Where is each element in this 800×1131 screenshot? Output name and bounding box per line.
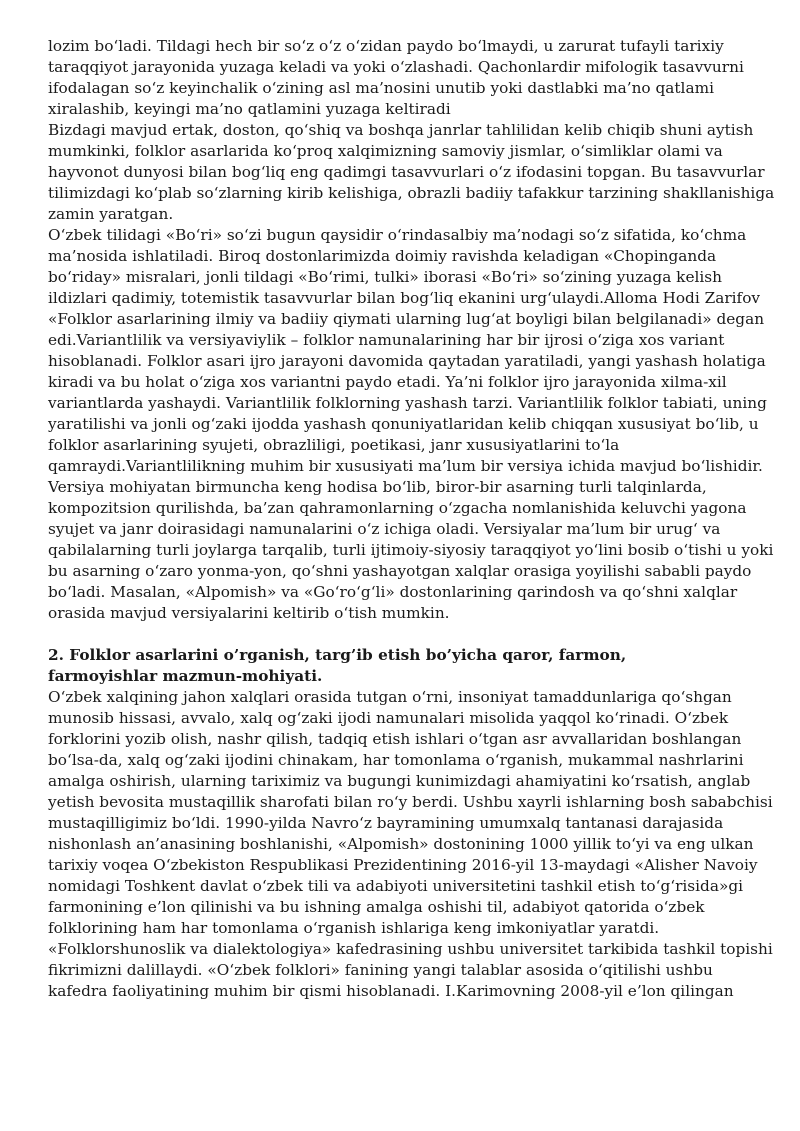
paragraph-gap <box>48 624 776 645</box>
text-line: amalga oshirish, ularning tariximiz va bugungi kunimizdagi ahamiyatini ko‘rsatish, anglab <box>48 772 751 790</box>
text-line: hayvonot dunyosi bilan bog‘liq eng qadimgi tasavvurlari o‘z ifodasini topgan. Bu tasavvurlar <box>48 163 765 181</box>
text-line: edi.Variantlilik va versiyaviylik – folklor namunalarining har bir ijrosi o‘ziga xos variant <box>48 331 725 349</box>
document-page <box>48 36 776 1002</box>
paragraph-block-section-2 <box>48 687 776 1002</box>
text-line: «Folklorshunoslik va dialektologiya» kafedrasining ushbu universitet tarkibida tashkil topishi <box>48 940 773 958</box>
section-heading <box>48 645 776 687</box>
text-line: bu asarning o‘zaro yonma-yon, qo‘shni yashayotgan xalqlar orasiga yoyilishi sababli paydo <box>48 562 752 580</box>
text-line: ifodalagan so‘z keyinchalik o‘zining asl ma’nosini unutib yoki dastlabki ma’no qatlami <box>48 79 714 97</box>
text-line: ma’nosida ishlatiladi. Biroq dostonlarimizda doimiy ravishda keladigan «Chopinganda <box>48 247 717 265</box>
text-line: mustaqilligimiz bo‘ldi. 1990-yilda Navro‘z bayramining umumxalq tantanasi darajasida <box>48 814 724 832</box>
text-line: qabilalarning turli joylarga tarqalib, turli ijtimoiy-siyosiy taraqqiyot yo‘lini bosib o‘tishi u yoki <box>48 541 774 559</box>
text-line: bo‘riday» misralari, jonli tildagi «Bo‘rimi, tulki» iborasi «Bo‘ri» so‘zining yuzaga kelish <box>48 268 722 286</box>
text-line: «Folklor asarlarining ilmiy va badiiy qiymati ularning lug‘at boyligi bilan belgilanadi» degan <box>48 310 765 328</box>
text-line: kafedra faoliyatining muhim bir qismi hisoblanadi. I.Karimovning 2008-yil e’lon qilingan <box>48 982 734 1000</box>
text-line: nishonlash an’anasining boshlanishi, «Alpomish» dostonining 1000 yillik to‘yi va eng ulkan <box>48 835 754 853</box>
text-line: bo‘ladi. Masalan, «Alpomish» va «Go‘ro‘g‘li» dostonlarining qarindosh va qo‘shni xalqlar <box>48 583 738 601</box>
text-line: orasida mavjud versiyalarini keltirib o‘tish mumkin. <box>48 604 450 622</box>
text-line: yaratilishi va jonli og‘zaki ijodda yashash qonuniyatlaridan kelib chiqqan xususiyat bo‘lib, u <box>48 415 759 433</box>
text-line: O‘zbek xalqining jahon xalqlari orasida tutgan o‘rni, insoniyat tamaddunlariga qo‘shgan <box>48 688 732 706</box>
text-line: bo‘lsa-da, xalq og‘zaki ijodini chinakam, har tomonlama o‘rganish, mukammal nashrlarini <box>48 751 744 769</box>
text-line: zamin yaratgan. <box>48 205 174 223</box>
paragraph-block-intro <box>48 36 776 624</box>
text-line: kiradi va bu holat o‘ziga xos variantni paydo etadi. Ya’ni folklor ijro jarayonida xilma-xil <box>48 373 727 391</box>
text-line: tilimizdagi ko‘plab so‘zlarning kirib kelishiga, obrazli badiiy tafakkur tarzining shakllanishiga <box>48 184 775 202</box>
text-line: lozim bo‘ladi. Tildagi hech bir so‘z o‘z o‘zidan paydo bo‘lmaydi, u zarurat tufayli tarixiy <box>48 37 724 55</box>
text-line: farmonining e’lon qilinishi va bu ishning amalga oshishi til, adabiyot qatorida o‘zbek <box>48 898 705 916</box>
text-line: hisoblanadi. Folklor asari ijro jarayoni davomida qaytadan yaratiladi, yangi yashash holatiga <box>48 352 766 370</box>
text-line: kompozitsion qurilishda, ba’zan qahramonlarning o‘zgacha nomlanishida keluvchi yagona <box>48 499 747 517</box>
text-line: Bizdagi mavjud ertak, doston, qo‘shiq va boshqa janrlar tahlilidan kelib chiqib shuni aytish <box>48 121 754 139</box>
text-line: syujet va janr doirasidagi namunalarini o‘z ichiga oladi. Versiyalar ma’lum bir urug‘ va <box>48 520 721 538</box>
text-line: nomidagi Toshkent davlat o‘zbek tili va adabiyoti universitetini tashkil etish to‘g‘risida»gi <box>48 877 743 895</box>
heading-line: farmoyishlar mazmun-mohiyati. <box>48 667 323 685</box>
text-line: taraqqiyot jarayonida yuzaga keladi va yoki o‘zlashadi. Qachonlardir mifologik tasavvurni <box>48 58 744 76</box>
text-line: yetish bevosita mustaqillik sharofati bilan ro‘y berdi. Ushbu xayrli ishlarning bosh sababchisi <box>48 793 773 811</box>
text-line: folklorining ham har tomonlama o‘rganish ishlariga keng imkoniyatlar yaratdi. <box>48 919 660 937</box>
text-line: O‘zbek tilidagi «Bo‘ri» so‘zi bugun qaysidir o‘rindasalbiy ma’nodagi so‘z sifatida, ko‘chma <box>48 226 747 244</box>
heading-line: 2. Folklor asarlarini o’rganish, targ’ib etish bo’yicha qaror, farmon, <box>48 646 627 664</box>
text-line: fikrimizni dalillaydi. «O‘zbek folklori» fanining yangi talablar asosida o‘qitilishi ushbu <box>48 961 713 979</box>
text-line: munosib hissasi, avvalo, xalq og‘zaki ijodi namunalari misolida yaqqol ko‘rinadi. O‘zbek <box>48 709 729 727</box>
text-line: forklorini yozib olish, nashr qilish, tadqiq etish ishlari o‘tgan asr avvallaridan boshlangan <box>48 730 742 748</box>
text-line: folklor asarlarining syujeti, obrazliligi, poetikasi, janr xususiyatlarini to‘la <box>48 436 620 454</box>
text-line: qamraydi.Variantlilikning muhim bir xususiyati ma’lum bir versiya ichida mavjud bo‘lishidir. <box>48 457 763 475</box>
text-line: ildizlari qadimiy, totemistik tasavvurlar bilan bog‘liq ekanini urg‘ulaydi.Alloma Hodi Zarifov <box>48 289 761 307</box>
text-line: mumkinki, folklor asarlarida ko‘proq xalqimizning samoviy jismlar, o‘simliklar olami va <box>48 142 723 160</box>
text-line: xiralashib, keyingi ma’no qatlamini yuzaga keltiradi <box>48 100 451 118</box>
text-line: variantlarda yashaydi. Variantlilik folklorning yashash tarzi. Variantlilik folklor tabiati, uning <box>48 394 767 412</box>
text-line: Versiya mohiyatan birmuncha keng hodisa bo‘lib, biror-bir asarning turli talqinlarda, <box>48 478 707 496</box>
text-line: tarixiy voqea O‘zbekiston Respublikasi Prezidentining 2016-yil 13-maydagi «Alisher Navoiy <box>48 856 758 874</box>
